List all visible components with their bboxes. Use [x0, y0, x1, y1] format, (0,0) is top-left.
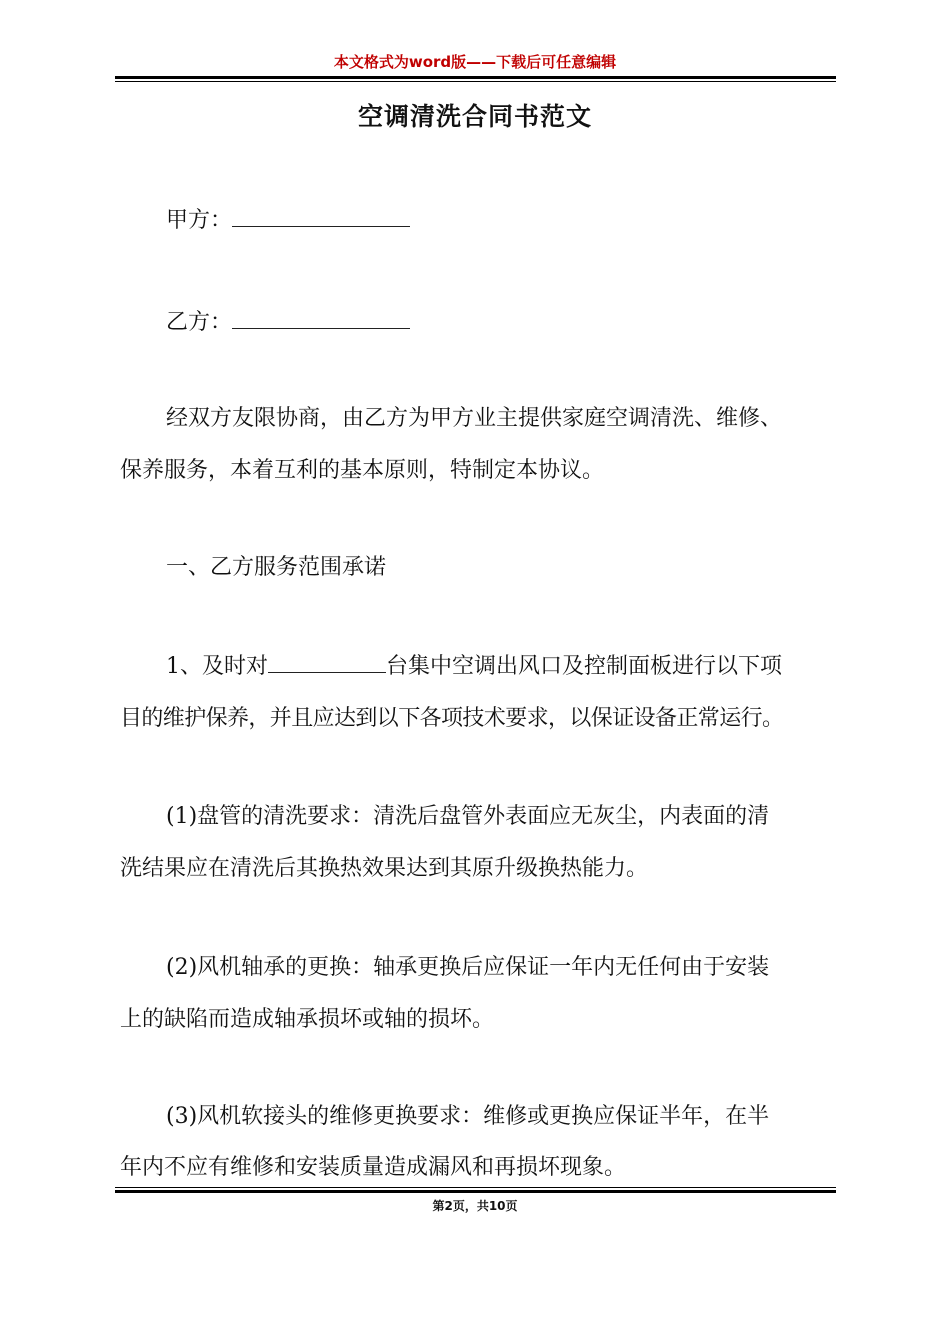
intro-line-2: 保养服务，本着互利的基本原则，特制定本协议。 — [120, 458, 605, 483]
page-number: 第2页，共10页 — [432, 1199, 518, 1213]
section-heading: 一、乙方服务范围承诺 — [166, 555, 387, 580]
joint-line-2: 年内不应有维修和安装质量造成漏风和再损坏现象。 — [120, 1155, 627, 1180]
intro-line-1: 经双方友限协商，由乙方为甲方业主提供家庭空调清洗、维修、 — [166, 406, 783, 431]
document-title: 空调清洗合同书范文 — [357, 102, 592, 131]
party-b-line — [166, 308, 410, 338]
footer-rule-thin — [115, 1187, 836, 1188]
party-b-label: 乙方： — [166, 310, 233, 335]
item1-suffix: 台集中空调出风口及控制面板进行以下项 — [386, 654, 783, 679]
header-rule-thin — [115, 81, 836, 82]
item1-line-2: 目的维护保养，并且应达到以下各项技术要求，以保证设备正常运行。 — [120, 706, 784, 731]
bearing-line-2: 上的缺陷而造成轴承损坏或轴的损坏。 — [120, 1007, 495, 1032]
item1-prefix: 1、及时对 — [166, 654, 268, 679]
coil-line-2: 洗结果应在清洗后其换热效果达到其原升级换热能力。 — [120, 856, 649, 881]
coil-line-1: (1)盘管的清洗要求：清洗后盘管外表面应无灰尘，内表面的清 — [166, 804, 770, 829]
party-a-label: 甲方： — [166, 208, 233, 233]
item1-line-1 — [166, 652, 782, 682]
joint-line-1: (3)风机软接头的维修更换要求：维修或更换应保证半年，在半 — [166, 1104, 770, 1129]
header-note: 本文格式为word版——下载后可任意编辑 — [333, 53, 617, 71]
party-a-blank — [232, 206, 410, 227]
item1-blank — [268, 652, 386, 673]
header-rule-thick — [115, 76, 836, 79]
bearing-line-1: (2)风机轴承的更换：轴承更换后应保证一年内无任何由于安装 — [166, 955, 770, 980]
party-b-blank — [232, 308, 410, 329]
footer-rule-thick — [115, 1190, 836, 1193]
party-a-line — [166, 206, 410, 236]
